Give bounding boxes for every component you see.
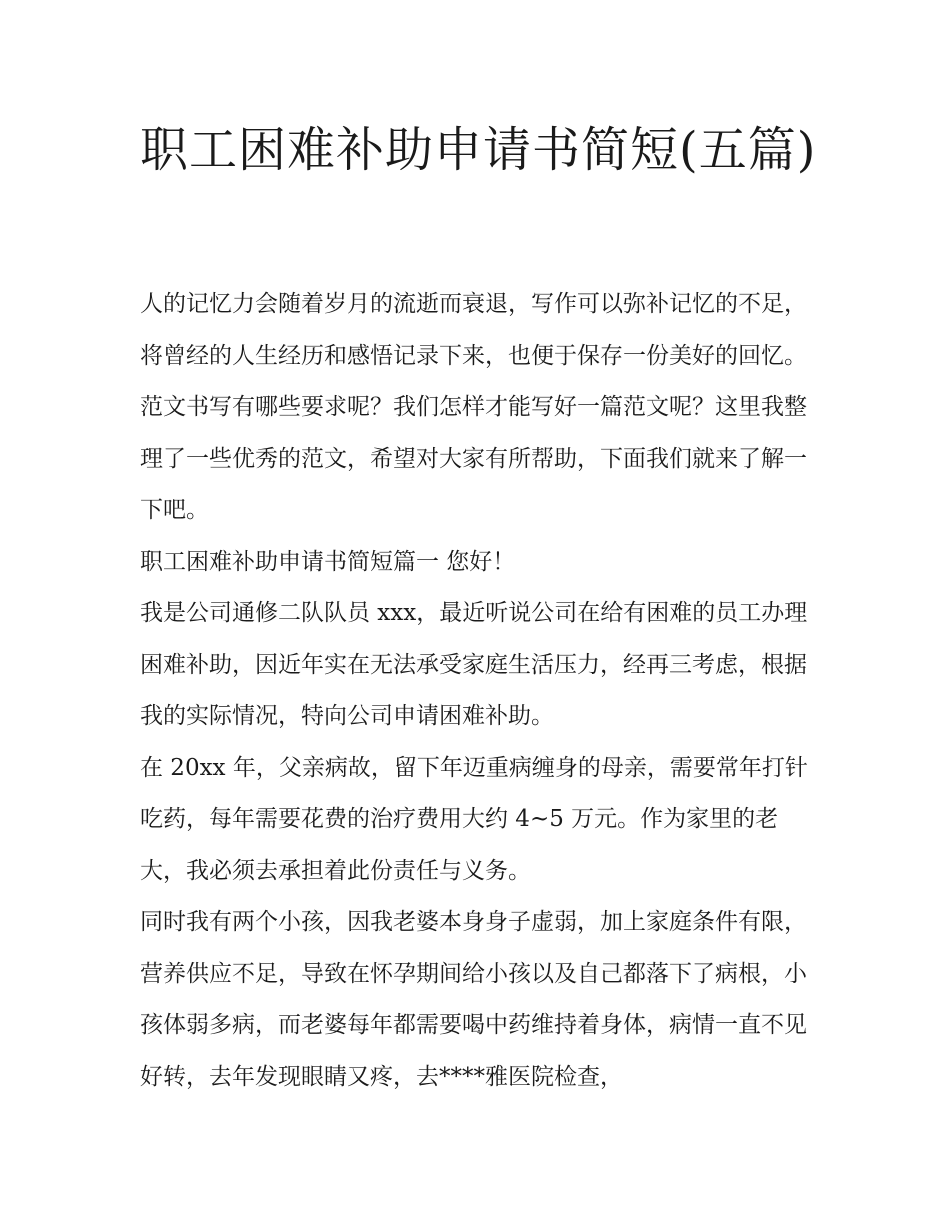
section-heading-paragraph: 职工困难补助申请书简短篇一 您好！	[140, 548, 516, 575]
applicant-paragraph: 我是公司通修二队队员 xxx，最近听说公司在给有困难的员工办理困难补助，因近年实在无法承受家庭生活压力，经再三考虑，根据我的实际情况，特向公司申请困难补助。	[140, 600, 808, 729]
intro-paragraph: 人的记忆力会随着岁月的流逝而衰退，写作可以弥补记忆的不足，将曾经的人生经历和感悟记录下来，也便于保存一份美好的回忆。范文书写有哪些要求呢？我们怎样才能写好一篇范文呢？这里我整理了一些优秀的范文，希望对大家有所帮助，下面我们就来了解一下吧。	[140, 291, 807, 523]
document-body	[140, 279, 820, 1103]
document-title: 职工困难补助申请书简短(五篇)	[140, 122, 817, 178]
family-paragraph: 在 20xx 年，父亲病故，留下年迈重病缠身的母亲，需要常年打针吃药，每年需要花费的治疗费用大约 4~5 万元。作为家里的老大，我必须去承担着此份责任与义务。	[140, 754, 808, 884]
children-paragraph: 同时我有两个小孩，因我老婆本身身子虚弱，加上家庭条件有限，营养供应不足，导致在怀孕期间给小孩以及自己都落下了病根，小孩体弱多病，而老婆每年都需要喝中药维持着身体，病情一直不见好转，去年发现眼睛又疼，去****雅医院检查，	[140, 909, 807, 1090]
